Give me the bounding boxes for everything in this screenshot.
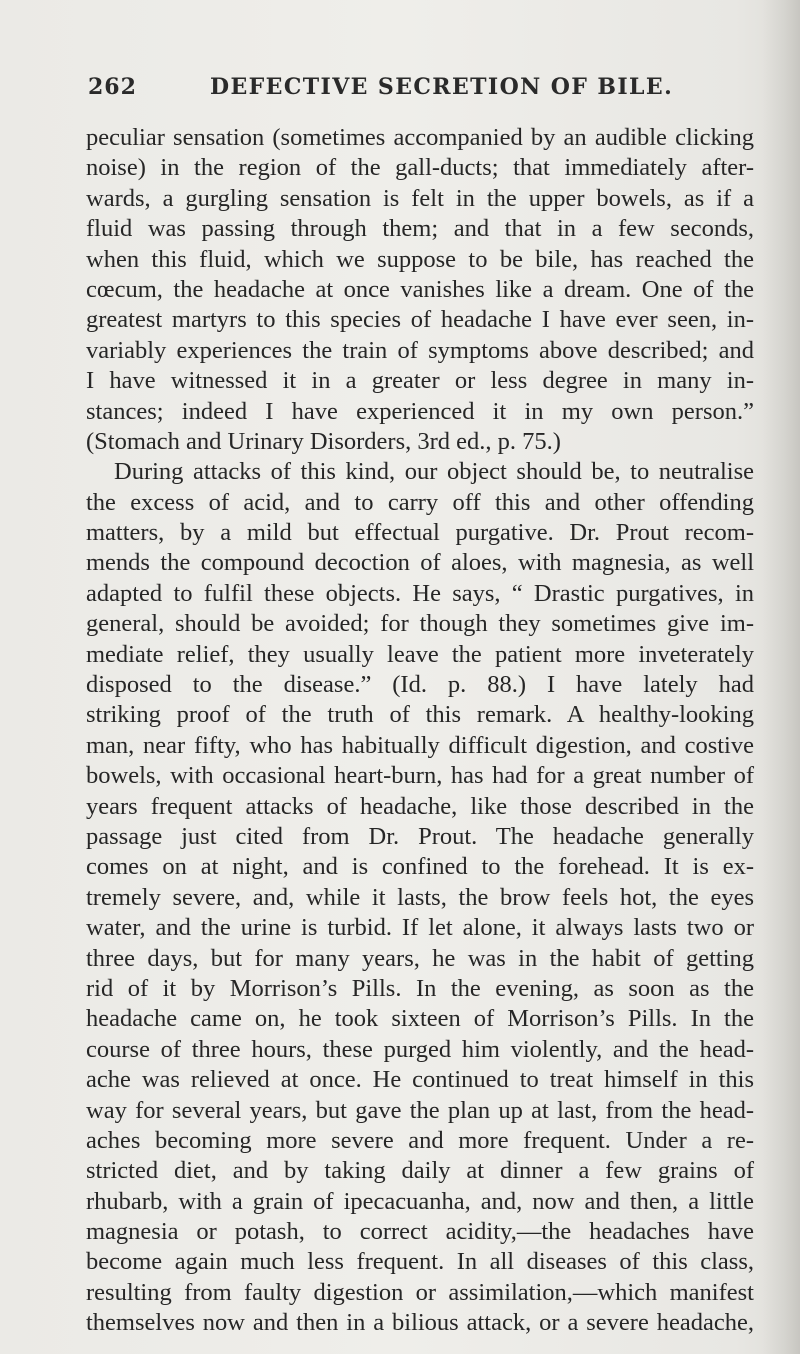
running-title: DEFECTIVE SECRETION OF BILE. [210,74,674,100]
text-line: mends the compound decoction of aloes, with magnesia, as well [86,549,754,577]
text-line: mediate relief, they usually leave the patient more inveterately [86,640,754,668]
text-line: stricted diet, and by taking daily at dinner a few grains of [86,1157,754,1185]
text-line: variably experiences the train of symptoms above described; and [86,336,754,364]
text-line: years frequent attacks of headache, like those described in the [86,792,754,820]
text-line: general, should be avoided; for though they sometimes give im- [86,610,754,638]
text-line: the excess of acid, and to carry off this and other offending [86,488,754,516]
text-line: During attacks of this kind, our object should be, to neutralise [114,458,754,486]
text-line: matters, by a mild but effectual purgative. Dr. Prout recom- [86,519,754,547]
text-line: disposed to the disease.” (Id. p. 88.) I have lately had [86,671,754,699]
body-text [86,123,754,1339]
text-line: tremely severe, and, while it lasts, the brow feels hot, the eyes [86,883,754,911]
text-line: peculiar sensation (sometimes accompanied by an audible clicking [86,124,754,151]
text-line: themselves now and then in a bilious attack, or a severe headache, [86,1309,754,1337]
text-line: water, and the urine is turbid. If let alone, it always lasts two or [86,914,754,942]
running-head [88,74,748,110]
text-line: rid of it by Morrison’s Pills. In the evening, as soon as the [86,974,754,1002]
text-line: rhubarb, with a grain of ipecacuanha, and, now and then, a little [86,1187,754,1215]
text-line: three days, but for many years, he was in the habit of getting [86,944,754,972]
text-line: way for several years, but gave the plan up at last, from the head- [86,1096,754,1124]
text-line: man, near fifty, who has habitually difficult digestion, and costive [86,731,754,759]
text-line: ache was relieved at once. He continued to treat himself in this [86,1066,754,1094]
text-line: cœcum, the headache at once vanishes like a dream. One of the [86,275,754,303]
text-line: striking proof of the truth of this remark. A healthy-looking [86,701,754,729]
text-line: fluid was passing through them; and that in a few seconds, [86,215,754,243]
text-line: I have witnessed it in a greater or less degree in many in- [86,367,754,395]
text-line: when this fluid, which we suppose to be bile, has reached the [86,245,754,273]
text-line: stances; indeed I have experienced it in my own person.” [86,397,754,425]
text-line: noise) in the region of the gall-ducts; that immediately after- [86,154,754,182]
text-line: become again much less frequent. In all diseases of this class, [86,1248,754,1276]
text-line: comes on at night, and is confined to the forehead. It is ex- [86,853,754,881]
text-line: headache came on, he took sixteen of Morrison’s Pills. In the [86,1005,754,1033]
text-line: magnesia or potash, to correct acidity,—the headaches have [86,1218,754,1246]
text-line: adapted to fulfil these objects. He says, “ Drastic purgatives, in [86,579,754,607]
page-number: 262 [88,74,137,100]
text-line: (Stomach and Urinary Disorders, 3rd ed., p. 75.) [86,427,561,455]
text-line: aches becoming more severe and more frequent. Under a re- [86,1126,754,1154]
page-edge-shadow [762,0,800,1354]
text-line: passage just cited from Dr. Prout. The headache generally [86,822,754,850]
text-line: greatest martyrs to this species of headache I have ever seen, in- [86,306,754,334]
text-line: wards, a gurgling sensation is felt in the upper bowels, as if a [86,184,754,212]
text-line: resulting from faulty digestion or assimilation,—which manifest [86,1278,754,1306]
text-line: bowels, with occasional heart-burn, has had for a great number of [86,762,754,790]
text-line: course of three hours, these purged him violently, and the head- [86,1035,754,1063]
